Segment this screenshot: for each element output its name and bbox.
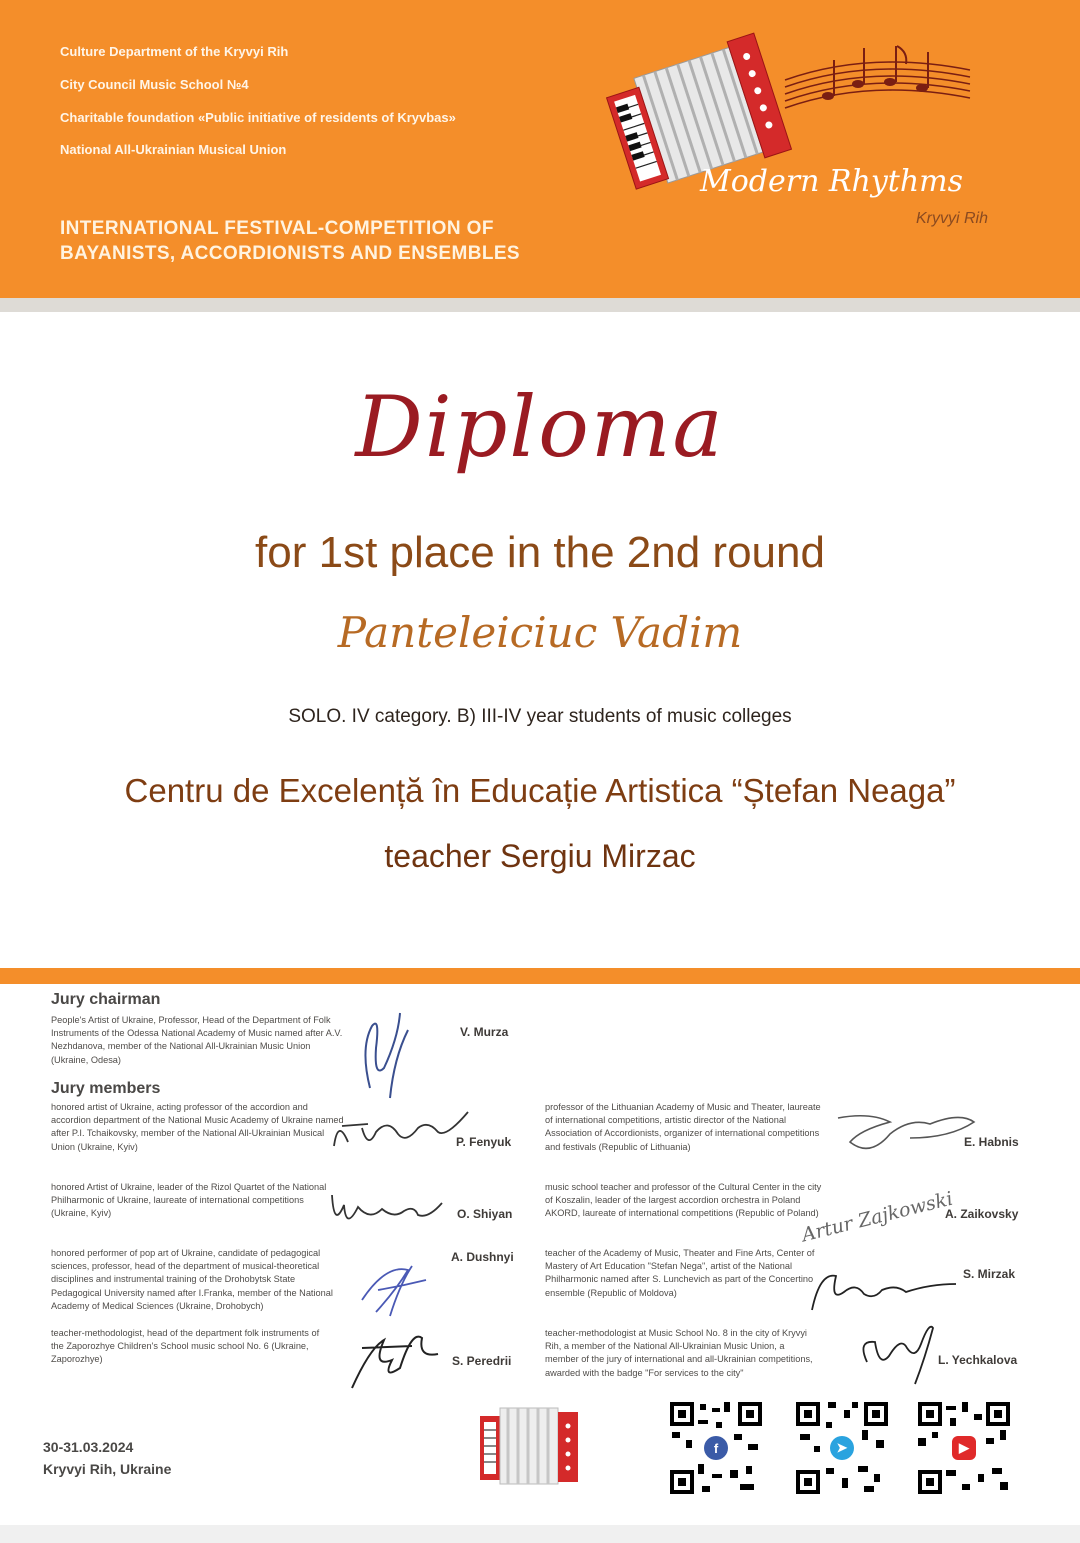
youtube-icon: ▶ bbox=[952, 1436, 976, 1460]
accordion-icon bbox=[474, 1402, 584, 1488]
telegram-qr-code[interactable] bbox=[794, 1400, 890, 1496]
jury-chairman-heading: Jury chairman bbox=[51, 991, 161, 1008]
jury-member-description: honored performer of pop art of Ukraine, candidate of pedagogical sciences, professor, head of the department of musical-theoretical disciplines and instrumental training of the Drohobytsk State Pedagogical University named after I.Franka, member of the National Academy of Medical Sciences (Ukraine, Drohobych) bbox=[51, 1248, 333, 1311]
signature-peredrii bbox=[342, 1318, 442, 1394]
recipient-name: Panteleiciuc Vadim bbox=[337, 608, 743, 657]
jury-member-description: music school teacher and professor of the Cultural Center in the city of Koszalin, leader of the largest accordion orchestra in Poland AKORD, laureate of international competitions (Republic of Poland) bbox=[545, 1182, 822, 1219]
header-shadow-band bbox=[0, 298, 1080, 312]
signature-fenyuk bbox=[328, 1098, 478, 1158]
youtube-qr-code[interactable] bbox=[916, 1400, 1012, 1496]
signature-yechkalova bbox=[855, 1318, 939, 1390]
jury-name: S. Mirzak bbox=[963, 1267, 1016, 1281]
brand-title: Modern Rhythms bbox=[700, 164, 964, 199]
signature-dushnyi bbox=[356, 1260, 436, 1324]
jury-member-description: honored Artist of Ukraine, leader of the Rizol Quartet of the National Philharmonic of Ukraine, laureate of international competitions (Ukraine, Kyiv) bbox=[51, 1182, 327, 1219]
brand-subtitle: Kryvyi Rih bbox=[916, 210, 989, 227]
award-place: for 1st place in the 2nd round bbox=[255, 528, 825, 577]
signature-murza bbox=[350, 1008, 420, 1100]
festival-title bbox=[60, 216, 620, 266]
signature-mirzak bbox=[800, 1262, 958, 1316]
jury-name: V. Murza bbox=[460, 1025, 509, 1039]
jury-name: A. Zaikovsky bbox=[945, 1207, 1019, 1221]
diploma-title: Diploma bbox=[355, 378, 725, 476]
jury-member-description: teacher of the Academy of Music, Theater and Fine Arts, Center of Mastery of Art Education "Stefan Nega", artist of the National Philharmonic named after S. Lunchevich as part of the Concertino ensemble (Republic of Moldova) bbox=[545, 1248, 815, 1298]
jury-chairman-description: People's Artist of Ukraine, Professor, Head of the Department of Folk Instruments of the Odessa National Academy of Music named after A.V. Nezhdanova, member of the National All-Ukrainian Music Union (Ukraine, Odesa) bbox=[51, 1015, 343, 1065]
institution-name: Centru de Excelență în Educație Artistica “Ștefan Neaga” bbox=[124, 772, 956, 809]
jury-member-description: professor of the Lithuanian Academy of Music and Theater, laureate of international competitions, artistic director of the National Association of Accordionists, organizer of international competitions and festivals (Republic of Lithuania) bbox=[545, 1102, 821, 1152]
header-banner bbox=[0, 0, 1080, 298]
organizer-line: City Council Music School №4 bbox=[60, 77, 249, 92]
facebook-icon: f bbox=[704, 1436, 728, 1460]
jury-name: P. Fenyuk bbox=[456, 1135, 512, 1149]
event-place: Kryvyi Rih, Ukraine bbox=[43, 1461, 172, 1477]
jury-name: O. Shiyan bbox=[457, 1207, 513, 1221]
teacher-name: teacher Sergiu Mirzac bbox=[384, 838, 696, 874]
organizer-line: Charitable foundation «Public initiative of residents of Kryvbas» bbox=[60, 110, 456, 125]
jury-name: A. Dushnyi bbox=[451, 1250, 514, 1264]
event-date: 30-31.03.2024 bbox=[43, 1439, 134, 1455]
jury-member-description: teacher-methodologist at Music School No. 8 in the city of Kryvyi Rih, a member of the National All-Ukrainian Music Union, a member of the jury of international and all-Ukrainian competitions, awarded with the badge "For services to the city" bbox=[545, 1328, 813, 1378]
jury-name: S. Peredrii bbox=[452, 1354, 512, 1368]
jury-member-description: honored artist of Ukraine, acting professor of the accordion and accordion department of the National Music Academy of Ukraine named after P.I. Tchaikovsky, member of the National All-Ukrainian Musical Union (Ukraine, Kyiv) bbox=[51, 1102, 344, 1152]
jury-name: E. Habnis bbox=[964, 1135, 1019, 1149]
festival-title-line1: INTERNATIONAL FESTIVAL-COMPETITION OF bbox=[60, 218, 494, 239]
section-divider bbox=[0, 968, 1080, 984]
jury-member-description: teacher-methodologist, head of the department folk instruments of the Zaporozhye Children's School music school No. 6 (Ukraine, Zaporozhye) bbox=[51, 1328, 320, 1365]
jury-name: L. Yechkalova bbox=[938, 1353, 1018, 1367]
organizer-line: Culture Department of the Kryvyi Rih bbox=[60, 44, 289, 59]
bottom-band bbox=[0, 1525, 1080, 1543]
signature-shiyan bbox=[328, 1185, 446, 1233]
facebook-qr-code[interactable] bbox=[668, 1400, 764, 1496]
event-date-place bbox=[43, 1436, 171, 1480]
competition-category: SOLO. IV category. B) III-IV year students of music colleges bbox=[288, 706, 792, 727]
signature-habnis bbox=[830, 1108, 978, 1166]
festival-title-line2: BAYANISTS, ACCORDIONISTS AND ENSEMBLES bbox=[60, 243, 521, 264]
signature-zaikovsky: Artur Zajkowski bbox=[799, 1187, 956, 1247]
organizer-line: National All-Ukrainian Musical Union bbox=[60, 142, 287, 157]
jury-members-heading: Jury members bbox=[51, 1080, 161, 1097]
telegram-icon: ➤ bbox=[830, 1436, 854, 1460]
